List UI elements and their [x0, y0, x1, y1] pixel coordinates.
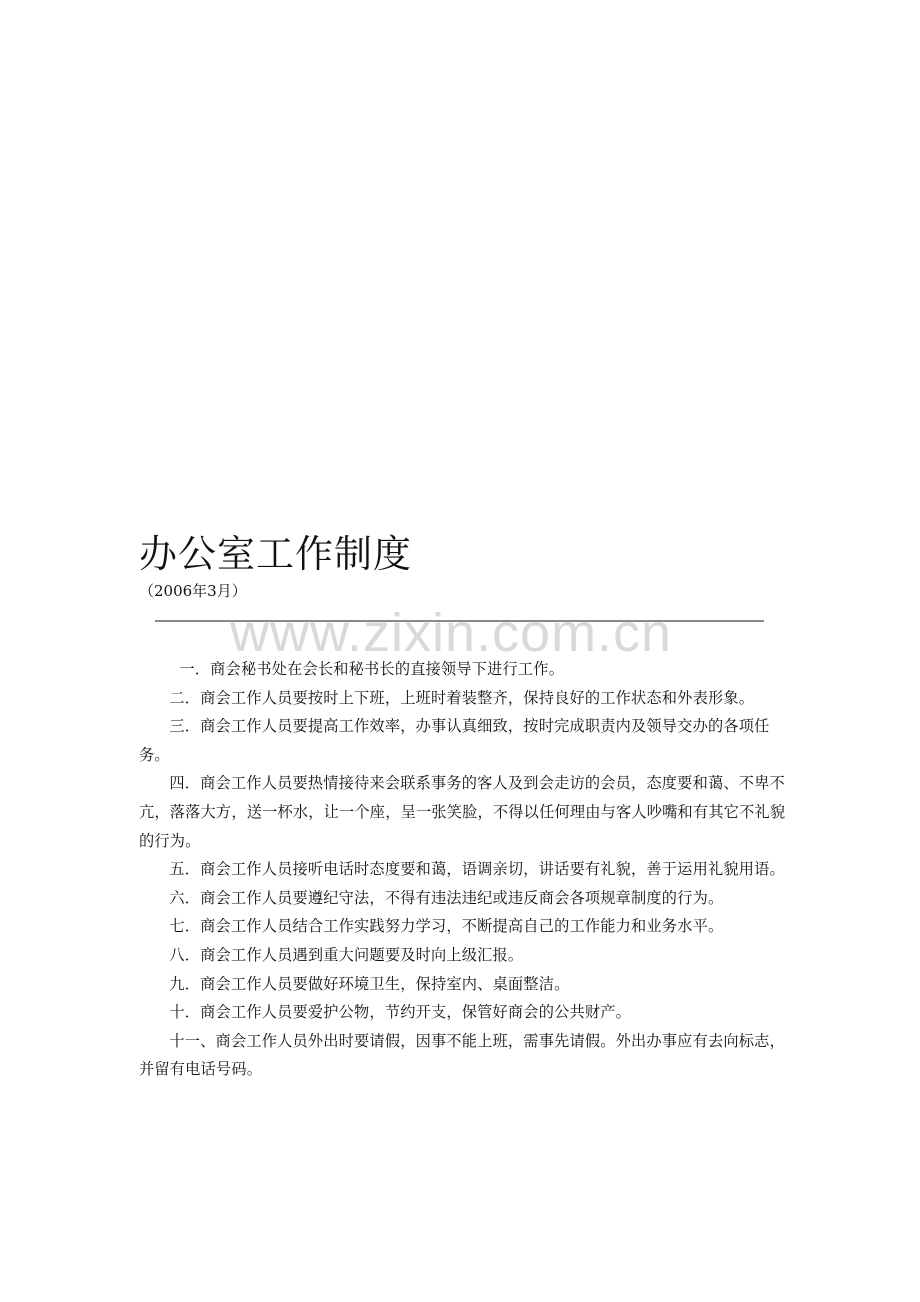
document-title: 办公室工作制度 [139, 532, 413, 576]
rule-item-8: 八．商会工作人员遇到重大问题要及时向上级汇报。 [169, 945, 524, 964]
watermark: www.zixin.com.cn [230, 603, 673, 663]
rule-item-3: 三．商会工作人员要提高工作效率，办事认真细致，按时完成职责内及领导交办的各项任务。 [139, 717, 770, 764]
rule-item-1: 一．商会秘书处在会长和秘书长的直接领导下进行工作。 [179, 660, 565, 678]
rule-item-5: 五．商会工作人员接听电话时态度要和蔼，语调亲切，讲话要有礼貌，善于运用礼貌用语。 [169, 860, 785, 879]
rule-item-2: 二．商会工作人员要按时上下班，上班时着装整齐，保持良好的工作状态和外表形象。 [169, 688, 755, 707]
document-body [139, 655, 789, 1084]
rule-item-11: 十一、商会工作人员外出时要请假，因事不能上班，需事先请假。外出办事应有去向标志，并留有电话号码。 [139, 1031, 785, 1079]
rule-item-7: 七．商会工作人员结合工作实践努力学习，不断提高自己的工作能力和业务水平。 [169, 917, 724, 936]
document-date: （2006年3月） [139, 582, 247, 600]
rule-item-6: 六．商会工作人员要遵纪守法，不得有违法违纪或违反商会各项规章制度的行为。 [169, 888, 724, 907]
title-divider [155, 620, 764, 622]
rule-item-9: 九．商会工作人员要做好环境卫生，保持室内、桌面整洁。 [169, 974, 570, 993]
rule-item-4: 四．商会工作人员要热情接待来会联系事务的客人及到会走访的会员，态度要和蔼、不卑不亢，落落大方，送一杯水，让一个座，呈一张笑脸，不得以任何理由与客人吵嘴和有其它不礼貌的行为。 [139, 774, 786, 850]
rule-item-10: 十．商会工作人员要爱护公物，节约开支，保管好商会的公共财产。 [169, 1003, 632, 1022]
